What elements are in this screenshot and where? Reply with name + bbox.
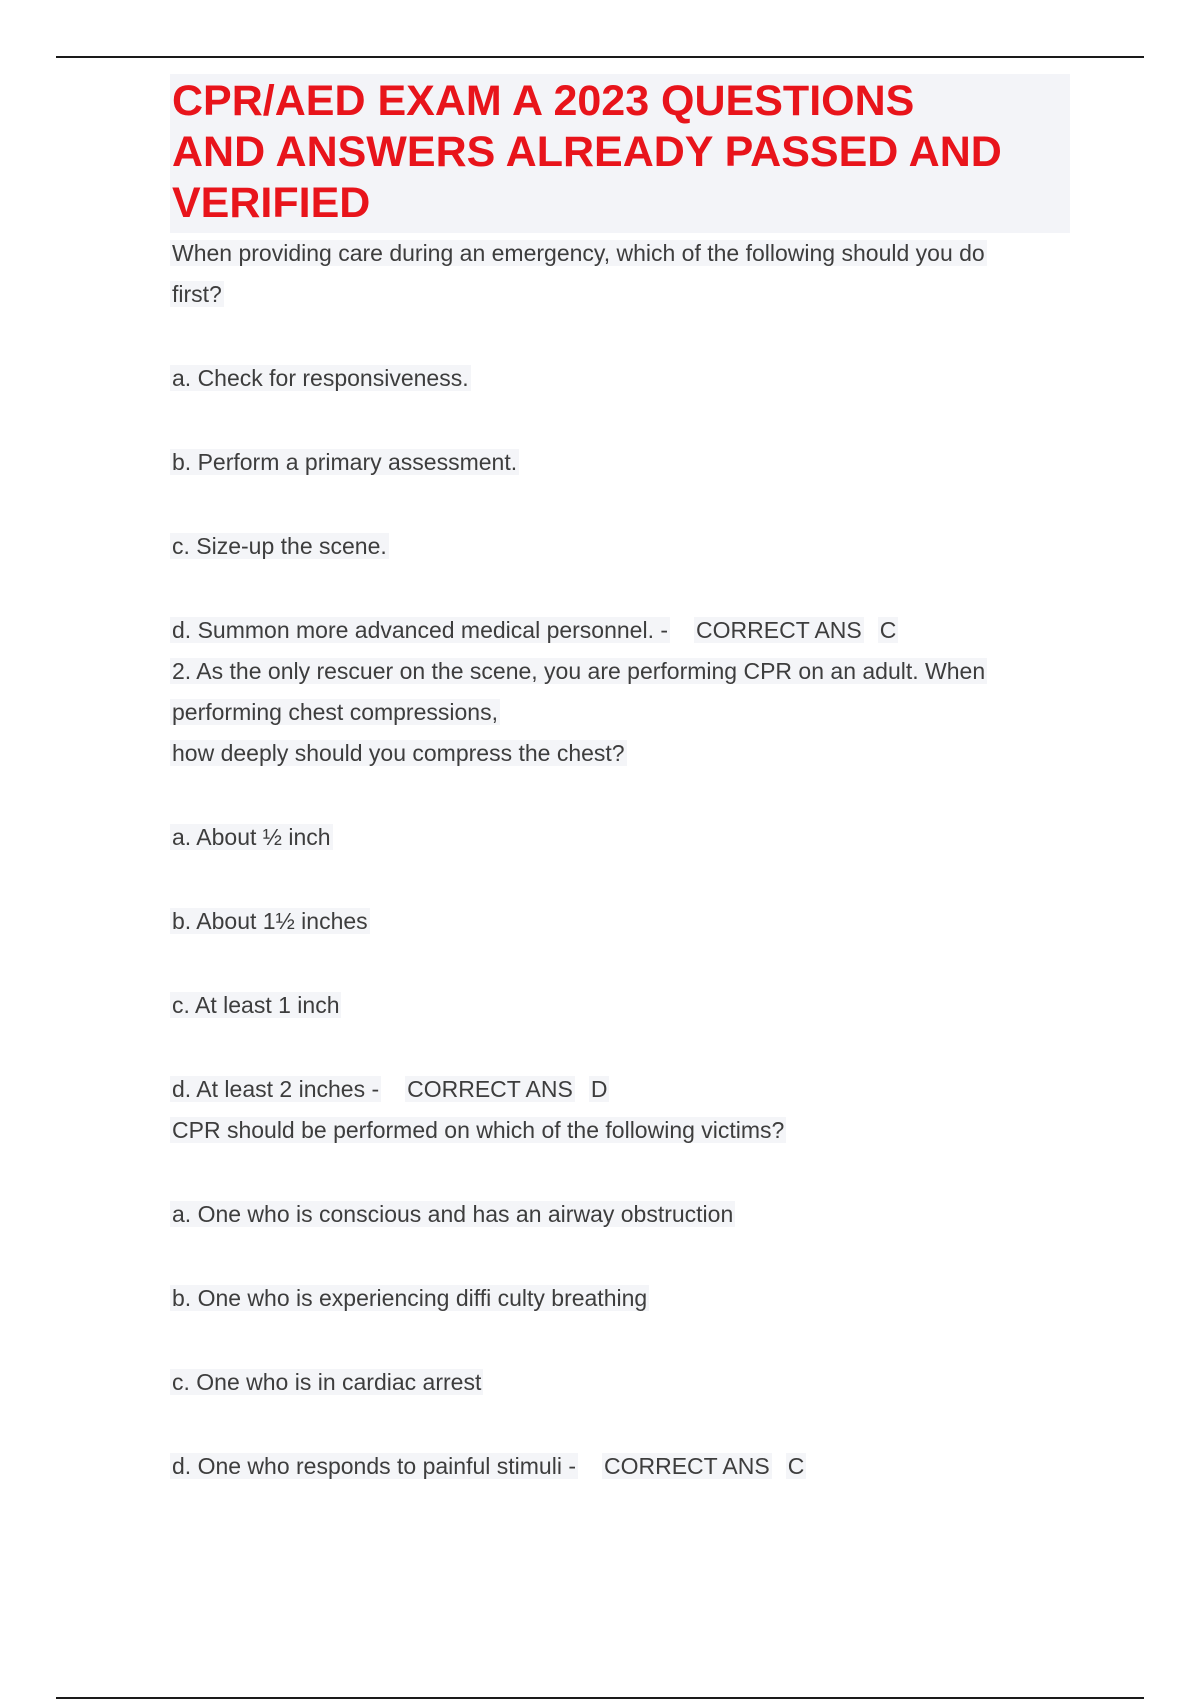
- option-d: d. Summon more advanced medical personnel. -: [172, 617, 669, 643]
- question-stem: When providing care during an emergency, which of the following should you do: [172, 240, 985, 266]
- correct-answer-value: D: [590, 1076, 608, 1102]
- correct-answer-label: CORRECT ANS: [603, 1453, 770, 1479]
- question-stem: how deeply should you compress the chest?: [172, 740, 625, 766]
- question-stem: performing chest compressions,: [172, 699, 498, 725]
- question-stem: 2. As the only rescuer on the scene, you are performing CPR on an adult. When: [172, 658, 986, 684]
- question-1: [170, 233, 1070, 651]
- option-c: c. One who is in cardiac arrest: [172, 1369, 482, 1395]
- document-body: [170, 74, 1070, 1487]
- option-c: c. Size-up the scene.: [172, 533, 387, 559]
- option-a: a. About ½ inch: [172, 824, 331, 850]
- top-rule: [56, 56, 1144, 58]
- correct-answer-value: C: [787, 1453, 805, 1479]
- option-a: a. One who is conscious and has an airway obstruction: [172, 1201, 734, 1227]
- question-stem: first?: [172, 281, 222, 307]
- option-d: d. At least 2 inches -: [172, 1076, 380, 1102]
- option-b: b. One who is experiencing diffi culty breathing: [172, 1285, 648, 1311]
- question-stem: CPR should be performed on which of the following victims?: [172, 1117, 785, 1143]
- question-3: [170, 1110, 1070, 1487]
- option-d: d. One who responds to painful stimuli -: [172, 1453, 576, 1479]
- correct-answer-value: C: [879, 617, 897, 643]
- title-line: AND ANSWERS ALREADY PASSED AND: [172, 128, 1002, 176]
- option-a: a. Check for responsiveness.: [172, 365, 469, 391]
- title-line: VERIFIED: [172, 179, 371, 227]
- bottom-rule: [56, 1697, 1144, 1699]
- document-title: [170, 74, 1070, 233]
- option-c: c. At least 1 inch: [172, 992, 340, 1018]
- correct-answer-label: CORRECT ANS: [696, 617, 862, 643]
- question-2: [170, 651, 1070, 1110]
- correct-answer-label: CORRECT ANS: [407, 1076, 573, 1102]
- option-b: b. Perform a primary assessment.: [172, 449, 518, 475]
- title-line: CPR/AED EXAM A 2023 QUESTIONS: [172, 77, 915, 125]
- option-b: b. About 1½ inches: [172, 908, 368, 934]
